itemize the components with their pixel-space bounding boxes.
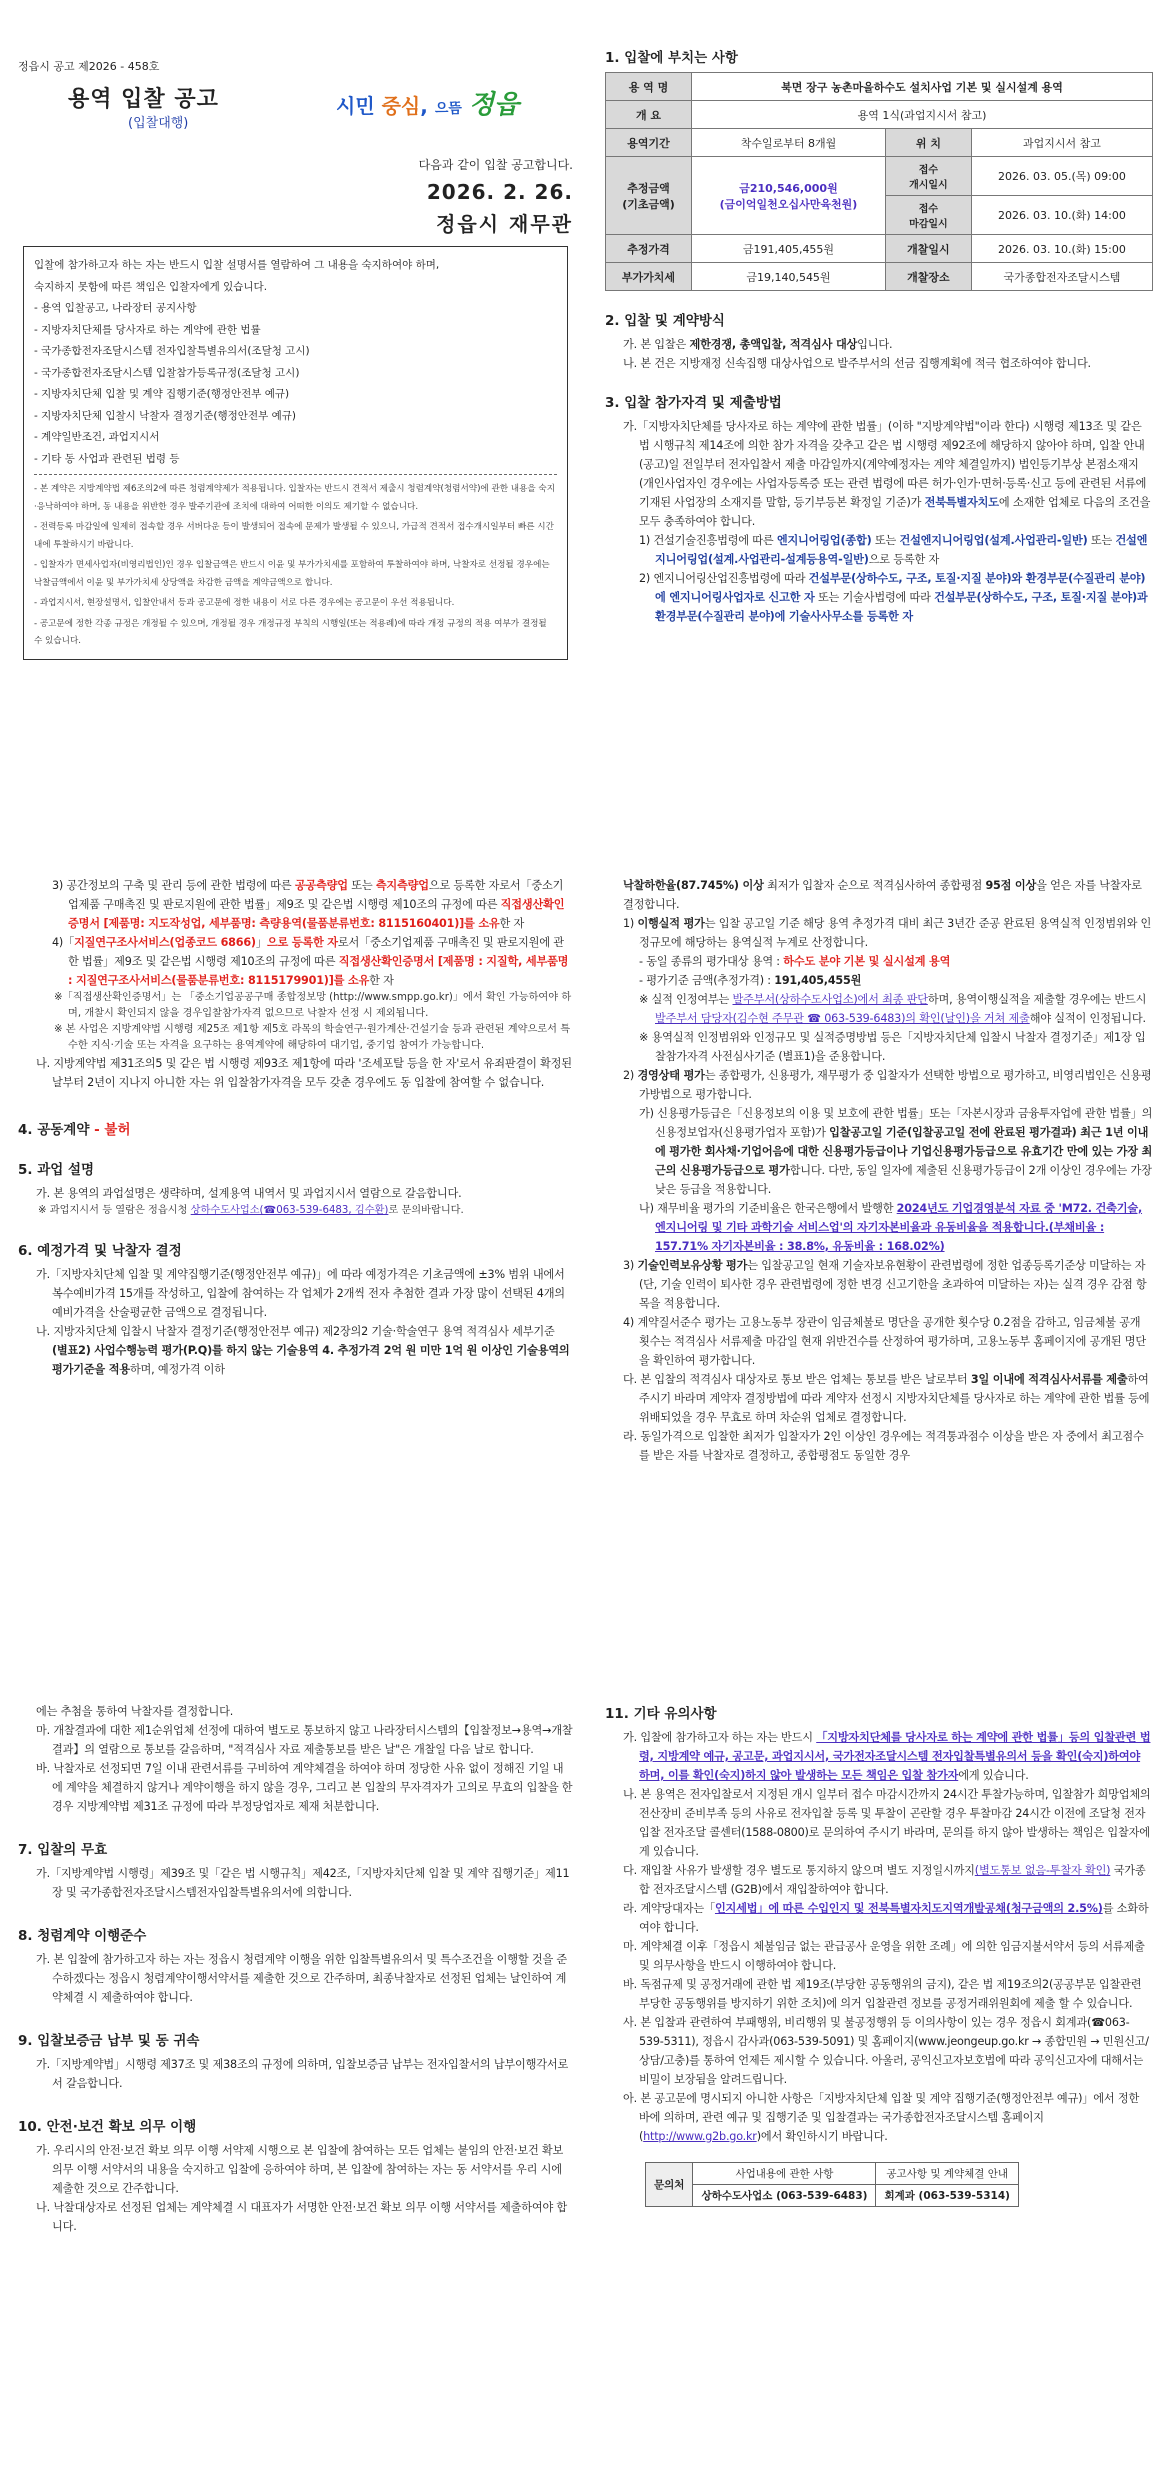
service-period: 착수일로부터 8개월 (692, 129, 886, 157)
text-paragraph: 가.「지방자치단체를 당사자로 하는 계약에 관한 법률」(이하 "지방계약법"이라 한다) 시행령 제13조 및 같은 법 시행규칙 제14조에 의한 참가 자격을 갖추고 같은 법 시행령 제92조에 해당하지 않아야 하며, 입찰 안내(공고)일 전일부터 전자입찰서 제출 마감일까지(계약예정자는 계약 체결일까지) 법인등기부상 본점소재지(개인사업자인 경우에는 사업자등록증 또는 관련 법령에 따른 허가·인가·면허·등록·신고 등에 관련된 서류에 기재된 사업장의 소재지를 말함, 등기부등본 확정일 기준)가 전북특별자치도에 소재한 업체로 다음의 조건을 모두 충족하여야 합니다. (623, 420, 1151, 528)
text-paragraph: 3) 공간정보의 구축 및 관리 등에 관한 법령에 따른 공공측량업 또는 측지측량업으로 등록한 자로서「중소기업제품 구매촉진 및 판로지원에 관한 법률」제9조 및 같은법 시행령 제10조의 규정에 따른 직접생산확인증명서 [제품명: 지도작성업, 세부품명: 측량용역(물품분류번호: 8115160401)]를 소유한 자 (52, 879, 565, 930)
close-datetime: 2026. 03. 10.(화) 14:00 (971, 196, 1152, 235)
section-6-heading: 6. 예정가격 및 낙찰자 결정 (18, 1243, 182, 1259)
box-line: - 국가종합전자조달시스템 입찰참가등록규정(조달청 고시) (34, 366, 300, 379)
cell-label: 추정금액 (기초금액) (606, 157, 692, 235)
page3-left-column (18, 1652, 573, 2478)
intro-text: 다음과 같이 입찰 공고합니다. (418, 158, 573, 172)
section-7-heading: 7. 입찰의 무효 (18, 1842, 108, 1858)
text-paragraph: 2) 경영상태 평가는 종합평가, 신용평가, 재무평가 중 입찰자가 선택한 방법으로 평가하고, 비영리법인은 신용평가방법으로 평가합니다. (623, 1069, 1152, 1101)
note-text: ※ 과업지시서 등 열람은 정읍시청 상하수도사업소(☎063-539-6483, 김수환)로 문의바랍니다. (38, 1205, 464, 1216)
page-1 (0, 0, 1169, 826)
text-paragraph: 다. 재입찰 사유가 발생할 경우 별도로 통지하지 않으며 별도 지정일시까지(별도통보 없음-투찰자 확인) 국가종합 전자조달시스템 (G2B)에서 재입찰하여야 합니다. (623, 1864, 1146, 1896)
page1-left-column (18, 0, 573, 826)
bid-open-place: 국가종합전자조달시스템 (971, 263, 1152, 291)
text-paragraph: - 평가기준 금액(추정가격) : 191,405,455원 (639, 974, 862, 987)
page2-left-column (18, 826, 573, 1652)
text-paragraph: 바. 독점규제 및 공정거래에 관한 법 제19조(부당한 공동행위의 금지), 같은 법 제19조의2(공공부문 입찰관련 부당한 공동행위를 방지하기 위한 조치)에 의거 입찰관련 정보를 공정거래위원회에 제출 할 수 있습니다. (623, 1978, 1142, 2010)
bid-open-datetime: 2026. 03. 10.(화) 15:00 (971, 235, 1152, 263)
cell-label: 개 요 (606, 101, 692, 129)
section-8-heading: 8. 청렴계약 이행준수 (18, 1928, 147, 1944)
contact-label: 문의처 (646, 2163, 693, 2207)
text-paragraph: 가. 본 용역의 과업설명은 생략하며, 설계용역 내역서 및 과업지시서 열람으로 갈음합니다. (36, 1187, 462, 1200)
text-paragraph: 아. 본 공고문에 명시되지 아니한 사항은「지방자치단체 입찰 및 계약 집행기준(행정안전부 예규)」에서 정한 바에 의하며, 관련 예규 및 집행기준 및 입찰결과는 국가종합전자조달시스템 홈페이지(http://www.g2b.go.kr)에서 확인하시기 바랍니다. (623, 2092, 1140, 2143)
service-name: 북면 장구 농촌마을하수도 설치사업 기본 및 실시설계 용역 (692, 73, 1153, 101)
text-paragraph: 나) 재무비율 평가의 기준비율은 한국은행에서 발행한 2024년도 기업경영분석 자료 중 'M72. 건축기술, 엔지니어링 및 기타 과학기술 서비스업'의 자기자본비율과 유동비율을 적용합니다.(부채비율 : 157.71% 자기자본비율 : 38.8%, 유동비율 : 168.02%) (639, 1202, 1143, 1253)
text-paragraph: 3) 기술인력보유상황 평가는 입찰공고일 현재 기술자보유현황이 관련법령에 정한 업종등록기준상 미달하는 자(단, 기술 인력이 퇴사한 경우 관련법령에 정한 변경 신고기한을 초과하여 미달하는 자)는 실격 경우 감점 항목을 적용합니다. (623, 1259, 1147, 1310)
box-note: - 입찰자가 면세사업자(비영리법인)인 경우 입찰금액은 반드시 이윤 및 부가가치세를 포함하여 투찰하여야 하며, 낙찰자로 선정될 경우에는 낙찰금액에서 이윤 및 부가가치세 상당액을 차감한 금액을 계약금액으로 합니다. (34, 560, 550, 588)
notice-box (23, 246, 568, 660)
estimated-price: 금191,405,455원 (692, 235, 886, 263)
page-subtitle: (입찰대행) (128, 116, 189, 131)
contact-dept-1: 상하수도사업소 (063-539-6483) (693, 2185, 876, 2207)
text-paragraph: 바. 낙찰자로 선정되면 7일 이내 관련서류를 구비하여 계약체결을 하여야 하며 정당한 사유 없이 정해진 기일 내에 계약을 체결하지 않거나 계약이행을 하지 않을 경우, 그리고 본 입찰의 무자격자가 고의로 무효의 입찰을 한 경우 지방계약법 제31조 규정에 따라 부정당업자로 제재 처분합니다. (36, 1762, 573, 1813)
issuer-name: 정읍시 재무관 (436, 212, 573, 236)
box-note: - 본 계약은 지방계약법 제6조의2에 따른 청렴계약제가 적용됩니다. 입찰자는 반드시 견적서 제출시 청렴계약(청렴서약)에 관한 내용을 숙지·응낙하여야 하며, 동 내용을 위반한 경우 발주기관에 조치에 대하여 어떠한 이의도 제기할 수 없습니다. (34, 484, 556, 512)
text-paragraph: ※ 실적 인정여부는 발주부서(상하수도사업소)에서 최종 판단하며, 용역이행실적을 제출할 경우에는 반드시 발주부서 담당자(김수현 주무관 ☎ 063-539-6483)의 확인(날인)을 거쳐 제출해야 실적이 인정됩니다. (639, 993, 1147, 1025)
section-1-heading: 1. 입찰에 부치는 사항 (605, 50, 738, 66)
box-line: - 계약일반조건, 과업지시서 (34, 431, 160, 443)
text-paragraph: 1) 건설기술진흥법령에 따른 엔지니어링업(종합) 또는 건설엔지니어링업(설계.사업관리-일반) 또는 건설엔지니어링업(설계.사업관리-설계등용역-일반)으로 등록한 자 (639, 534, 1148, 566)
cell-label: 추정가격 (606, 235, 692, 263)
note-text: ※「직접생산확인증명서」는 「중소기업공공구매 종합정보망 (http://www.smpp.go.kr)」에서 확인 가능하여야 하며, 개찰시 확인되지 않을 경우입찰참가자격 없으므로 낙찰자 선정 시 제외됩니다. (54, 992, 572, 1019)
service-overview: 용역 1식(과업지시서 참고) (692, 101, 1153, 129)
cell-label: 접수 마감일시 (885, 196, 971, 235)
box-note: - 공고문에 정한 각종 규정은 개정될 수 있으며, 개정될 경우 개정규정 부칙의 시행일(또는 적용례)에 따라 개정 규정의 적용 여부가 결정될 수 있습니다. (34, 618, 547, 646)
text-paragraph: 나. 지방자치단체 입찰시 낙찰자 결정기준(행정안전부 예규) 제2장의2 기술·학술연구 용역 적격심사 세부기준 (별표2) 사업수행능력 평가(P.Q)를 하지 않는 기술용역 4. 추정가격 2억 원 미만 1억 원 이상인 기술용역의 평가기준을 적용하며, 예정가격 이하 (36, 1325, 570, 1376)
cell-label: 접수 개시일시 (885, 157, 971, 196)
g2b-link[interactable]: http://www.g2b.go.kr (643, 2130, 757, 2143)
page1-right-column (605, 0, 1153, 826)
section-2-heading: 2. 입찰 및 계약방식 (605, 313, 725, 329)
text-paragraph: 라. 계약당대자는「인지세법」에 따른 수입인지 및 전북특별자치도지역개발공채(청구금액의 2.5%)를 소화하여야 합니다. (623, 1902, 1149, 1934)
text-paragraph: 2) 엔지니어링산업진흥법령에 따라 건설부문(상하수도, 구조, 토질·지질 분야)와 환경부문(수질관리 분야)에 엔지니어링사업자로 신고한 자 또는 기술사법령에 따라 건설부문(상하수도, 구조, 토질·지질 분야)과 환경부문(수질관리 분야)에 기술사사무소를 등록한 자 (639, 572, 1148, 623)
note-text: ※ 본 사업은 지방계약법 시행령 제25조 제1항 제5호 라목의 학술연구·원가계산·건설기술 등과 관련된 계약으로서 특수한 지식·기술 또는 자격을 요구하는 용역계약에 해당하여 대기업, 중기업 참여가 가능합니다. (54, 1024, 571, 1051)
box-note: - 전력등록 마감일에 일제히 접속할 경우 서버다운 등이 발생되어 접속에 문제가 발생될 수 있으니, 가급적 견적서 접수개시일부터 빠른 시간 내에 투찰하시기 바랍니다. (34, 522, 554, 550)
city-slogan-logo: 시민 중심, 으뜸 정읍 (336, 90, 520, 120)
section-3-heading: 3. 입찰 참가자격 및 제출방법 (605, 395, 782, 411)
vat-amount: 금19,140,545원 (692, 263, 886, 291)
cell-label: 부가가치세 (606, 263, 692, 291)
text-paragraph: 1) 이행실적 평가는 입찰 공고일 기준 해당 용역 추정가격 대비 최근 3년간 준공 완료된 용역실적 인정범위와 인정규모에 해당하는 용역실적 누계로 산정합니다. (623, 917, 1152, 949)
box-line: 숙지하지 못함에 따른 책임은 입찰자에게 있습니다. (34, 280, 268, 293)
box-note: - 과업지시서, 현장설명서, 입찰안내서 등과 공고문에 정한 내용이 서로 다른 경우에는 공고문이 우선 적용됩니다. (34, 598, 455, 608)
text-paragraph: 마. 개찰결과에 대한 제1순위업체 선정에 대하여 별도로 통보하지 않고 나라장터시스템의【입찰정보→용역→개찰결과】의 열람으로 통보를 갈음하며, "적격심사 자료 제출통보를 받은 날"은 개찰일 다음 날로 합니다. (36, 1724, 573, 1756)
contact-table (645, 2162, 1019, 2207)
page-title: 용역 입찰 공고 (68, 87, 219, 112)
open-datetime: 2026. 03. 05.(목) 09:00 (971, 157, 1152, 196)
page3-right-column (605, 1652, 1153, 2478)
notice-number: 정읍시 공고 제2026 - 458호 (18, 60, 160, 73)
box-line: - 용역 입찰공고, 나라장터 공지사항 (34, 302, 197, 314)
contact-header: 사업내용에 관한 사항 (693, 2163, 876, 2185)
box-line: - 지방자치단체 입찰 및 계약 집행기준(행정안전부 예규) (34, 388, 290, 400)
section-11-heading: 11. 기타 유의사항 (605, 1706, 717, 1722)
page-2 (0, 826, 1169, 1652)
notice-date: 2026. 2. 26. (426, 180, 573, 204)
cell-label: 개찰장소 (885, 263, 971, 291)
contact-header: 공고사항 및 계약체결 안내 (876, 2163, 1018, 2185)
text-paragraph: 다. 본 입찰의 적격심사 대상자로 통보 받은 업체는 통보를 받은 날로부터 3일 이내에 적격심사서류를 제출하여 주시기 바라며 계약자 결정방법에 따라 계약자 선정시 지방자치단체를 당사자로 하는 계약에 관한 법률 등에 위배되었을 경우 무효로 하며 차순위 업체로 결정합니다. (623, 1373, 1150, 1424)
text-paragraph: 낙찰하한율(87.745%) 이상 최저가 입찰자 순으로 적격심사하여 종합평점 95점 이상을 얻은 자를 낙찰자로 결정합니다. (623, 879, 1142, 911)
section-10-heading: 10. 안전·보건 확보 의무 이행 (18, 2119, 197, 2135)
text-paragraph: - 동일 종류의 평가대상 용역 : 하수도 분야 기본 및 실시설계 용역 (639, 955, 951, 968)
box-line: 입찰에 참가하고자 하는 자는 반드시 입찰 설명서를 열람하여 그 내용을 숙지하여야 하며, (34, 259, 440, 271)
text-paragraph: 가. 우리시의 안전·보건 확보 의무 이행 서약제 시행으로 본 입찰에 참여하는 모든 업체는 붙임의 안전·보건 확보 의무 이행 서약서의 내용을 숙지하고 입찰에 응하여야 하며, 본 입찰에 참여하는 자는 동 서약서를 우리 시에 제출한 것으로 간주합니다. (36, 2144, 564, 2195)
text-paragraph: 나. 지방계약법 제31조의5 및 같은 법 시행령 제93조 제1항에 따라 '조세포탈 등을 한 자'로서 유죄판결이 확정된 날부터 2년이 지나지 아니한 자는 위 입찰참가자격을 모두 갖춘 경우에도 동 입찰에 참여할 수 없습니다. (36, 1057, 572, 1089)
estimated-amount: 금210,546,000원 (금이억일천오십사만육천원) (692, 157, 886, 235)
text-paragraph: 나. 본 용역은 전자입찰로서 지정된 개시 일부터 접수 마감시간까지 24시간 투찰가능하며, 입찰참가 희망업체의 전산장비 준비부족 등의 사유로 전자입찰 등록 및 투찰이 곤란할 경우 투찰마감 24시간 이전에 조달청 전자입찰 전자조달 콜센터(1588-0800)로 문의하여 주시기 바라며, 문의를 하지 않아 발생하는 책임은 입찰자에게 있습니다. (623, 1788, 1151, 1858)
text-paragraph: 라. 동일가격으로 입찰한 최저가 입찰자가 2인 이상인 경우에는 적격통과점수 이상을 받은 자 중에서 최고점수를 받은 자를 낙찰자로 결정하고, 종합평점도 동일한 경우 (623, 1430, 1144, 1462)
text-paragraph: 가. 본 입찰에 참가하고자 하는 자는 정읍시 청렴계약 이행을 위한 입찰특별유의서 및 특수조건을 이행할 것을 준수하겠다는 정읍시 청렴계약이행서약서를 제출한 것으로 간주하며, 최종낙찰자로 선정된 업체는 날인하여 계약체결 시 제출하여야 합니다. (36, 1953, 568, 2004)
box-line: - 국가종합전자조달시스템 전자입찰특별유의서(조달청 고시) (34, 345, 310, 357)
page-3 (0, 1652, 1169, 2478)
cell-label: 용역기간 (606, 129, 692, 157)
text-paragraph: 가.「지방계약법 시행령」제39조 및「같은 법 시행규칙」제42조,「지방자치단체 입찰 및 계약 집행기준」제11장 및 국가종합전자조달시스템전자입찰특별유의서에 의합니다. (36, 1867, 570, 1899)
bid-info-table (605, 72, 1153, 291)
contact-dept-2: 회계과 (063-539-5314) (876, 2185, 1018, 2207)
box-line: - 기타 동 사업과 관련된 법령 등 (34, 452, 180, 465)
section-5-heading: 5. 과업 설명 (18, 1162, 95, 1178)
page2-right-column (605, 826, 1153, 1652)
text-paragraph: 가.「지방자치단체 입찰 및 계약집행기준(행정안전부 예규)」에 따라 예정가격은 기초금액에 ±3% 범위 내에서 복수예비가격 15개를 작성하고, 입찰에 참여하는 각 업체가 2개씩 전자 추첨한 결과 가장 많이 선택된 4개의 예비가격을 산술평균한 금액으로 결정됩니다. (36, 1268, 565, 1319)
text-paragraph: 마. 계약체결 이후「정읍시 체불임금 없는 관급공사 운영을 위한 조례」에 의한 임금지불서약서 등의 서류제출 및 의무사항을 반드시 이행하여야 합니다. (623, 1940, 1145, 1972)
box-line: - 지방자치단체를 당사자로 하는 계약에 관한 법률 (34, 323, 261, 336)
text-paragraph: 나. 낙찰대상자로 선정된 업체는 계약체결 시 대표자가 서명한 안전·보건 확보 의무 이행 서약서를 제출하여야 합니다. (36, 2201, 568, 2233)
text-paragraph: 가) 신용평가등급은「신용정보의 이용 및 보호에 관한 법률」또는「자본시장과 금융투자업에 관한 법률」의 신용정보업자(신용평가업자 포함)가 입찰공고일 기준(입찰공고일 전에 완료된 평가결과) 최근 1년 이내에 평가한 회사채·기업어음에 대한 신용평가등급이나 기업신용평가등급으로 유효기간 만에 있는 가장 최근의 신용평가등급으로 평가합니다. 다만, 동일 일자에 제출된 신용평가등급이 2개 이상인 경우에는 가장 낮은 등급을 적용합니다. (639, 1107, 1153, 1196)
box-line: - 지방자치단체 입찰시 낙찰자 결정기준(행정안전부 예규) (34, 409, 296, 422)
section-4-heading: 4. 공동계약 - 불허 (18, 1122, 131, 1138)
cell-label: 개찰일시 (885, 235, 971, 263)
text-paragraph: 사. 본 입찰과 관련하여 부패행위, 비리행위 및 불공정행위 등 이의사항이 있는 경우 정읍시 회계과(☎063-539-5311), 정읍시 감사과(063-539-5091) 및 홈페이지(www.jeongeup.go.kr → 종합민원 → 민원신고/상담/고충)를 통하여 언제든 제시할 수 있습니다. 아울러, 공익신고자보호법에 따라 공익신고자에 대해서는 비밀이 보장됨을 알려드립니다. (623, 2016, 1149, 2086)
cell-label: 용 역 명 (606, 73, 692, 101)
text-paragraph: 나. 본 건은 지방재정 신속집행 대상사업으로 발주부서의 선금 집행계획에 적극 협조하여야 합니다. (623, 357, 1091, 370)
text-paragraph: 가. 입찰에 참가하고자 하는 자는 반드시 「지방자치단체를 당사자로 하는 계약에 관한 법률」등의 입찰관련 법령, 지방계약 예규, 공고문, 과업지시서, 국가전자조달시스템 전자입찰특별유의서 등을 확인(숙지)하여야 하며, 이를 확인(숙지)하지 않아 발생하는 모든 책임은 입찰 참가자에게 있습니다. (623, 1731, 1151, 1782)
text-paragraph: ※ 용역실적 인정범위와 인정규모 및 실적증명방법 등은「지방자치단체 입찰시 낙찰자 결정기준」제1장 입찰참가자격 사전심사기준 (별표1)을 준용합니다. (639, 1031, 1146, 1063)
text-paragraph: 4)「지질연구조사서비스(업종코드 6866)」으로 등록한 자로서「중소기업제품 구매촉진 및 판로지원에 관한 법률」제9조 및 같은법 시행령 제10조의 규정에 따른 직접생산확인증명서 [제품명 : 지질학, 세부품명 : 지질연구조사서비스(물품분류번호: 8115179901)]를 소유한 자 (52, 936, 569, 987)
text-paragraph: 가.「지방계약법」시행령 제37조 및 제38조의 규정에 의하며, 입찰보증금 납부는 전자입찰서의 납부이행각서로서 갈음합니다. (36, 2058, 569, 2090)
section-9-heading: 9. 입찰보증금 납부 및 동 귀속 (18, 2033, 200, 2049)
cell-label: 위 치 (885, 129, 971, 157)
service-location: 과업지시서 참고 (971, 129, 1152, 157)
text-paragraph: 4) 계약질서준수 평가는 고용노동부 장관이 임금체불로 명단을 공개한 횟수당 0.2점을 감하고, 임금체불 공개 횟수는 적격심사 서류제출 마감일 현재 위반건수를 산정하여 평가하며, 고용노동부 홈페이지에 공개된 명단을 확인하여 평가합니다. (623, 1316, 1146, 1367)
text-paragraph: 에는 추첨을 통하여 낙찰자를 결정합니다. (36, 1705, 234, 1718)
text-paragraph: 가. 본 입찰은 제한경쟁, 총액입찰, 적격심사 대상입니다. (623, 338, 893, 351)
